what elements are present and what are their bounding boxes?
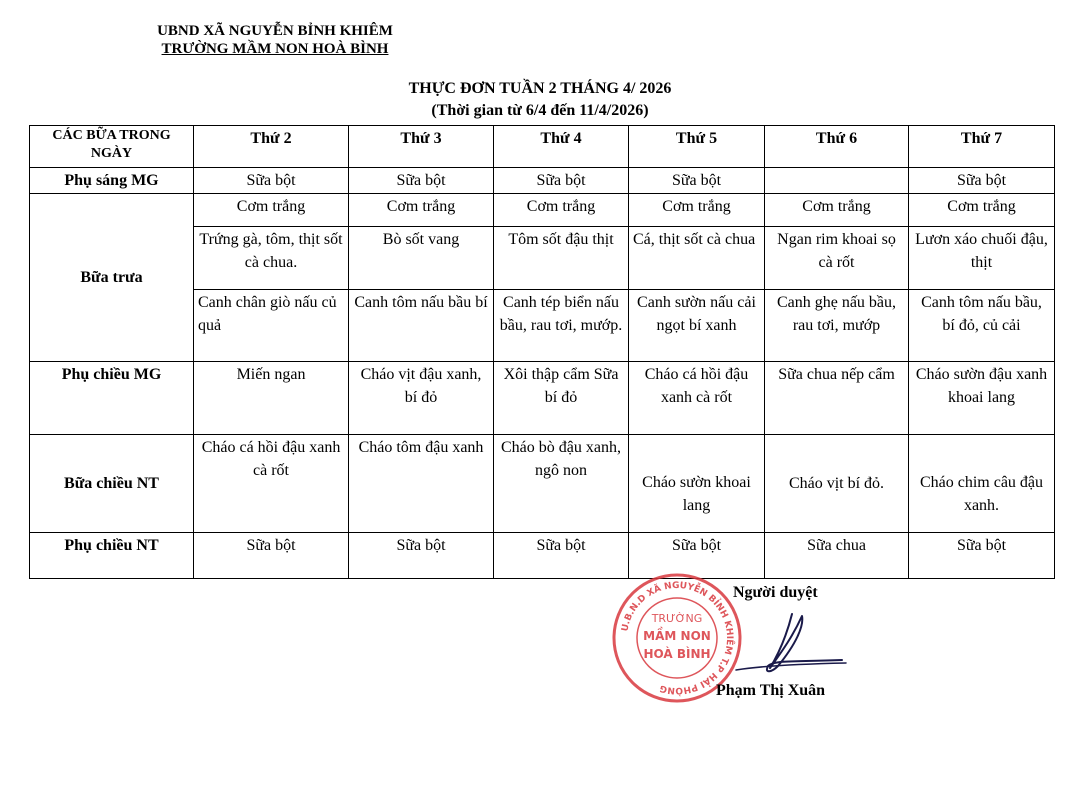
- menu-cell: Cháo sườn đậu xanh khoai lang: [909, 362, 1055, 435]
- menu-cell: Sữa bột: [349, 533, 494, 579]
- menu-cell: Cơm trắng: [349, 194, 494, 227]
- meal-column-header: CÁC BỮA TRONG NGÀY: [30, 126, 194, 168]
- menu-cell: Cơm trắng: [629, 194, 765, 227]
- menu-cell: Sữa bột: [629, 533, 765, 579]
- menu-cell: Cơm trắng: [909, 194, 1055, 227]
- seal-ring-text: U.B.N.D XÃ NGUYỄN BỈNH KHIÊM T.P HẢI PHÒNG: [620, 580, 735, 696]
- meal-label: Phụ sáng MG: [30, 168, 194, 194]
- table-header-row: [30, 126, 1055, 168]
- menu-cell: Cá, thịt sốt cà chua: [629, 227, 765, 290]
- day-header: Thứ 3: [349, 126, 494, 168]
- handwritten-signature: [730, 608, 850, 688]
- meal-label: Phụ chiều NT: [30, 533, 194, 579]
- day-header: Thứ 5: [629, 126, 765, 168]
- menu-cell: Sữa bột: [194, 533, 349, 579]
- row-phu-sang-mg: [30, 168, 1055, 194]
- menu-subtitle: (Thời gian từ 6/4 đến 11/4/2026): [431, 102, 649, 119]
- day-header: Thứ 4: [494, 126, 629, 168]
- row-bua-chieu-nt: [30, 435, 1055, 533]
- menu-cell: Trứng gà, tôm, thịt sốt cà chua.: [194, 227, 349, 290]
- menu-cell: Cháo tôm đậu xanh: [349, 435, 494, 533]
- menu-cell: Sữa bột: [494, 533, 629, 579]
- menu-cell: Cháo vịt bí đỏ.: [765, 435, 909, 533]
- seal-line-3: HOÀ BÌNH: [643, 647, 711, 661]
- meal-label: Bữa trưa: [30, 194, 194, 362]
- seal-line-2: MẦM NON: [643, 629, 711, 643]
- menu-cell: Cháo vịt đậu xanh, bí đỏ: [349, 362, 494, 435]
- menu-cell: Canh tôm nấu bầu bí: [349, 290, 494, 362]
- menu-cell: Miến ngan: [194, 362, 349, 435]
- menu-cell: Xôi thập cẩm Sữa bí đỏ: [494, 362, 629, 435]
- menu-title: THỰC ĐƠN TUẦN 2 THÁNG 4/ 2026: [408, 80, 672, 97]
- menu-cell: [765, 168, 909, 194]
- day-header: Thứ 7: [909, 126, 1055, 168]
- menu-cell: Cháo sườn khoai lang: [629, 435, 765, 533]
- org-line-2: TRƯỜNG MẦM NON HOÀ BÌNH: [161, 41, 389, 57]
- menu-cell: Sữa bột: [194, 168, 349, 194]
- day-header: Thứ 2: [194, 126, 349, 168]
- menu-cell: Sữa bột: [494, 168, 629, 194]
- meal-label: Phụ chiều MG: [30, 362, 194, 435]
- menu-cell: Cơm trắng: [194, 194, 349, 227]
- org-line-1: UBND XÃ NGUYỄN BỈNH KHIÊM: [157, 23, 393, 39]
- menu-cell: Cháo cá hồi đậu xanh cà rốt: [194, 435, 349, 533]
- menu-cell: Canh sườn nấu cải ngọt bí xanh: [629, 290, 765, 362]
- menu-title-block: [0, 78, 1080, 122]
- menu-cell: Cơm trắng: [765, 194, 909, 227]
- menu-cell: Sữa bột: [909, 533, 1055, 579]
- day-header: Thứ 6: [765, 126, 909, 168]
- seal-line-1: TRƯỜNG: [651, 612, 703, 625]
- menu-cell: Bò sốt vang: [349, 227, 494, 290]
- menu-cell: Canh tôm nấu bầu, bí đỏ, củ cải: [909, 290, 1055, 362]
- menu-cell: Canh chân giò nấu củ quả: [194, 290, 349, 362]
- row-phu-chieu-mg: [30, 362, 1055, 435]
- menu-cell: Sữa bột: [349, 168, 494, 194]
- menu-cell: Sữa bột: [909, 168, 1055, 194]
- menu-cell: Sữa chua: [765, 533, 909, 579]
- organization-header: [130, 22, 420, 58]
- approver-name: Phạm Thị Xuân: [716, 682, 826, 699]
- row-phu-chieu-nt: [30, 533, 1055, 579]
- menu-cell: Cháo chim câu đậu xanh.: [909, 435, 1055, 533]
- menu-cell: Lươn xáo chuối đậu, thịt: [909, 227, 1055, 290]
- menu-cell: Cơm trắng: [494, 194, 629, 227]
- approver-label: Người duyệt: [733, 584, 818, 601]
- menu-cell: Canh tép biển nấu bầu, rau tơi, mướp.: [494, 290, 629, 362]
- menu-cell: Sữa chua nếp cẩm: [765, 362, 909, 435]
- menu-cell: Ngan rim khoai sọ cà rốt: [765, 227, 909, 290]
- weekly-menu-table: [29, 125, 1055, 579]
- row-bua-trua-rice: [30, 194, 1055, 227]
- menu-cell: Tôm sốt đậu thịt: [494, 227, 629, 290]
- menu-cell: Canh ghẹ nấu bầu, rau tơi, mướp: [765, 290, 909, 362]
- menu-cell: Sữa bột: [629, 168, 765, 194]
- menu-cell: Cháo bò đậu xanh, ngô non: [494, 435, 629, 533]
- menu-cell: Cháo cá hồi đậu xanh cà rốt: [629, 362, 765, 435]
- meal-label: Bữa chiều NT: [30, 435, 194, 533]
